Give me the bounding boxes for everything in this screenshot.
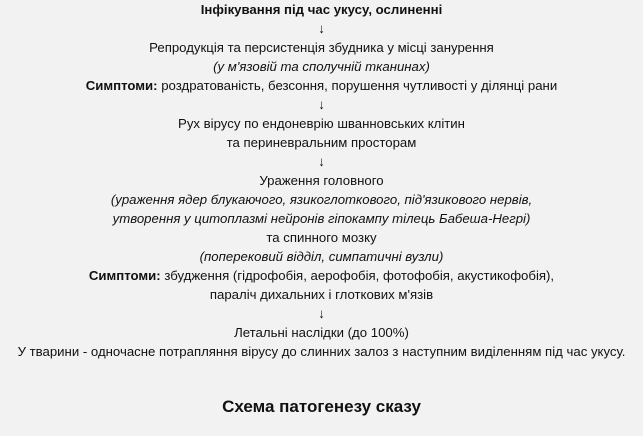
brain-damage-note-1: (ураження ядер блукаючого, язикоглоткового, під'язикового нервів, — [110, 192, 533, 207]
down-arrow-icon: ↓ — [318, 154, 325, 169]
brain-damage-note-2: утворення у цитоплазмі нейронів гіпокампу тілець Бабеша-Негрі) — [112, 211, 531, 226]
reproduction-note: (у м'язовій та сполучній тканинах) — [213, 59, 430, 74]
early-symptoms-text: роздратованість, безсоння, порушення чутливості у ділянці рани — [157, 78, 558, 93]
down-arrow-icon: ↓ — [318, 21, 325, 36]
late-symptoms-text: збудження (гідрофобія, аерофобія, фотофобія, акустикофобія), — [160, 268, 555, 283]
symptoms-label: Симптоми: — [85, 78, 158, 93]
spinal-cord-step: та спинного мозку — [266, 230, 377, 245]
late-symptoms — [0, 266, 643, 285]
virus-movement-step-cont: та периневральним просторам — [226, 135, 417, 150]
animal-note: У тварини - одночасне потрапляння вірусу до слинних залоз з наступним виділенням під час укусу. — [17, 344, 626, 359]
virus-movement-step: Рух вірусу по ендоневрію шванновських клітин — [178, 116, 465, 131]
spinal-cord-note: (поперековий відділ, симпатичні вузли) — [199, 249, 444, 264]
lethal-outcome-step: Летальні наслідки (до 100%) — [234, 325, 409, 340]
late-symptoms-text-cont: параліч дихальних і глоткових м'язів — [209, 287, 434, 302]
brain-damage-step: Ураження головного — [259, 173, 384, 188]
reproduction-step: Репродукція та персистенція збудника у місці занурення — [149, 40, 494, 55]
down-arrow-icon: ↓ — [318, 97, 325, 112]
figure-caption: Схема патогенезу сказу — [222, 397, 421, 416]
symptoms-label: Симптоми: — [88, 268, 161, 283]
down-arrow-icon: ↓ — [318, 306, 325, 321]
early-symptoms — [0, 76, 643, 95]
infection-step: Інфікування під час укусу, ослиненні — [200, 2, 443, 17]
